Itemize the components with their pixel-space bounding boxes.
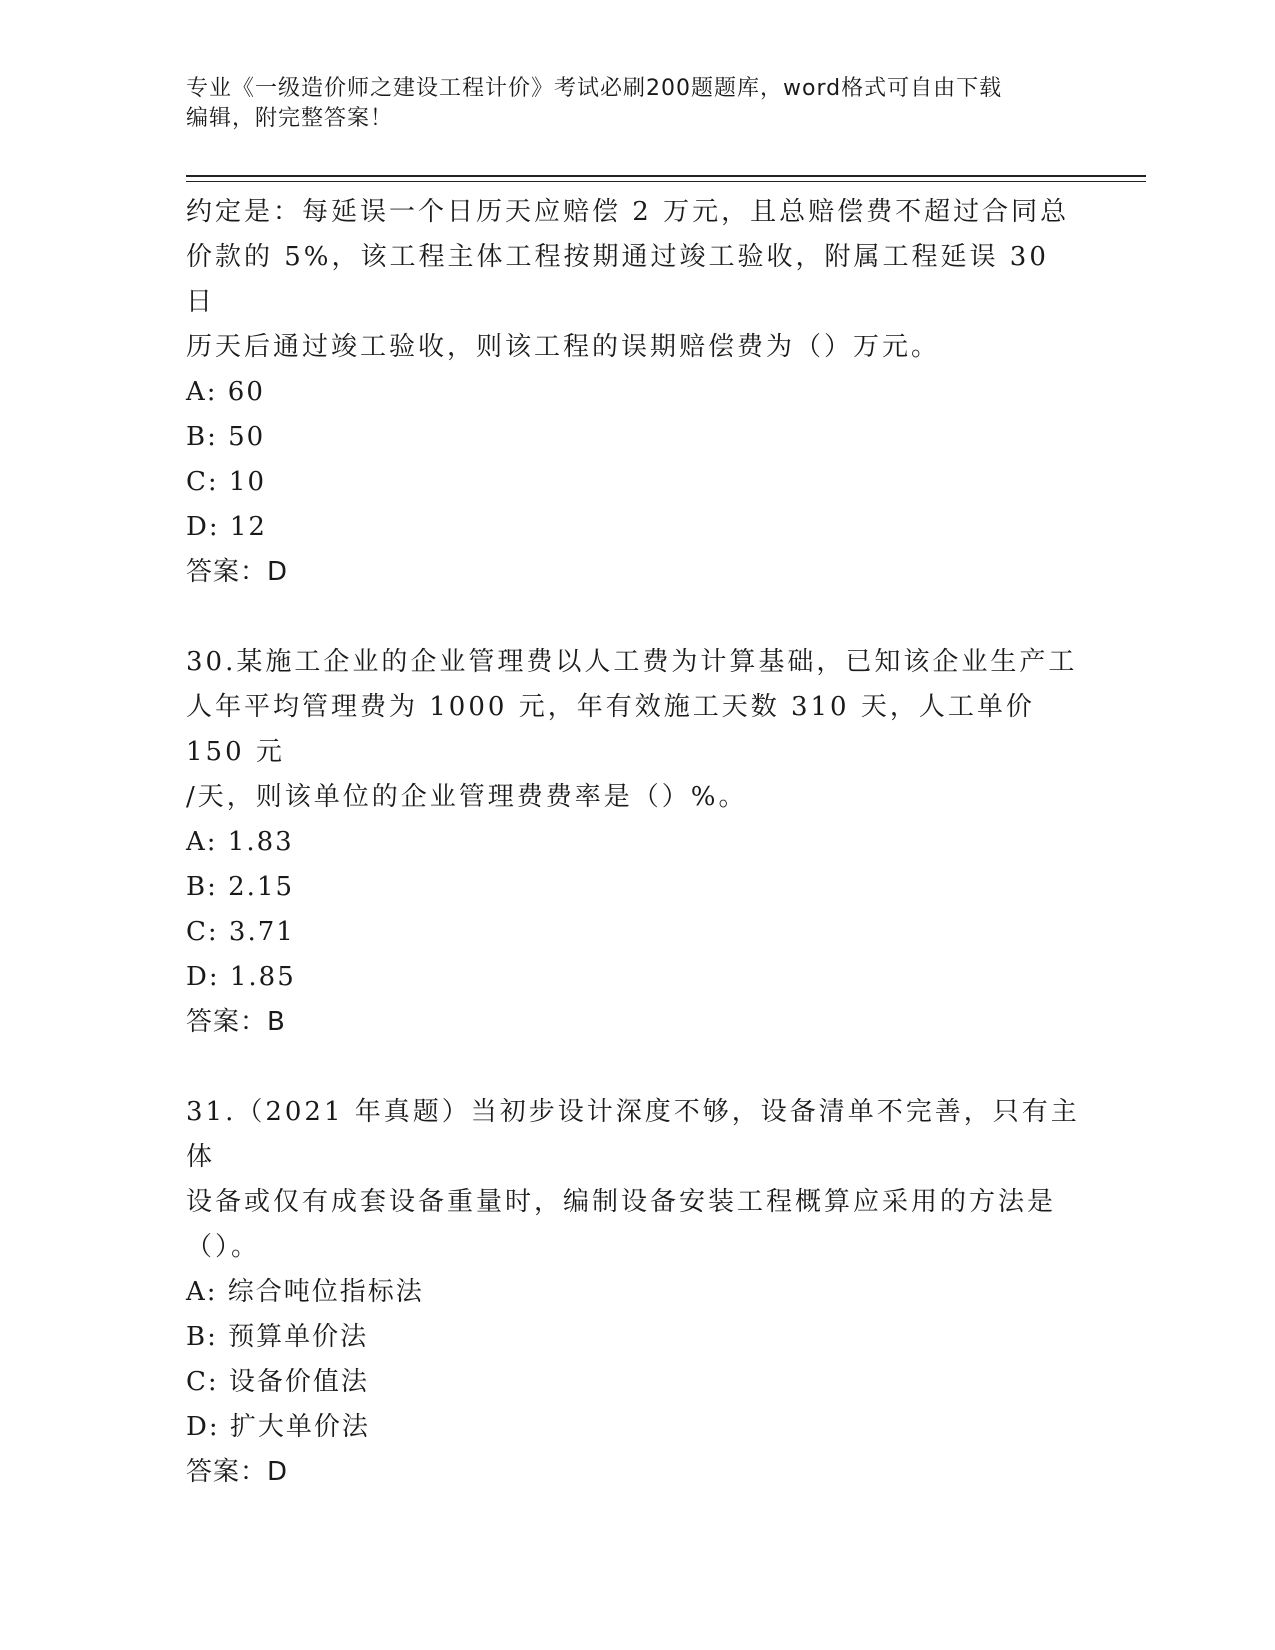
question-block <box>186 640 1086 1045</box>
answer-label: 答案：D <box>186 557 289 587</box>
question-text-line: 价款的 5%，该工程主体工程按期通过竣工验收，附属工程延误 30 日 <box>186 242 1061 317</box>
header-divider-thin <box>186 181 1146 182</box>
question-block <box>186 1090 1086 1495</box>
question-text-line: 历天后通过竣工验收，则该工程的误期赔偿费为（）万元。 <box>186 332 941 362</box>
option-c: C: 3.71 <box>186 917 295 947</box>
option-a: A: 60 <box>186 377 265 407</box>
header-line-2: 编辑，附完整答案！ <box>186 106 394 131</box>
option-c: C: 设备价值法 <box>186 1367 369 1397</box>
option-d: D: 扩大单价法 <box>186 1412 370 1442</box>
option-b: B: 50 <box>186 422 266 452</box>
option-b: B: 2.15 <box>186 872 295 902</box>
option-c: C: 10 <box>186 467 267 497</box>
option-d: D: 12 <box>186 512 267 542</box>
spacer <box>186 595 1086 640</box>
question-text-line: 31.（2021 年真题）当初步设计深度不够，设备清单不完善，只有主体 <box>186 1097 1080 1172</box>
option-d: D: 1.85 <box>186 962 296 992</box>
question-text-line: 30.某施工企业的企业管理费以人工费为计算基础，已知该企业生产工 <box>186 647 1078 677</box>
answer-label: 答案：B <box>186 1007 286 1037</box>
page-header <box>186 74 1066 134</box>
option-b: B: 预算单价法 <box>186 1322 369 1352</box>
header-line-1: 专业《一级造价师之建设工程计价》考试必刷200题题库，word格式可自由下载 <box>186 76 1003 101</box>
option-a: A: 1.83 <box>186 827 294 857</box>
question-text-line: 约定是：每延误一个日历天应赔偿 2 万元，且总赔偿费不超过合同总 <box>186 197 1070 227</box>
question-text-line: 设备或仅有成套设备重量时，编制设备安装工程概算应采用的方法是 <box>186 1187 1057 1217</box>
question-text-line: /天，则该单位的企业管理费费率是（）%。 <box>186 782 748 812</box>
question-text-line: 人年平均管理费为 1000 元，年有效施工天数 310 天，人工单价 150 元 <box>186 692 1047 767</box>
answer-label: 答案：D <box>186 1457 289 1487</box>
question-text-line: （）。 <box>186 1232 261 1262</box>
option-a: A: 综合吨位指标法 <box>186 1277 424 1307</box>
spacer <box>186 1045 1086 1090</box>
header-divider-thick <box>186 175 1146 177</box>
question-list <box>186 190 1086 1495</box>
question-block <box>186 190 1086 595</box>
